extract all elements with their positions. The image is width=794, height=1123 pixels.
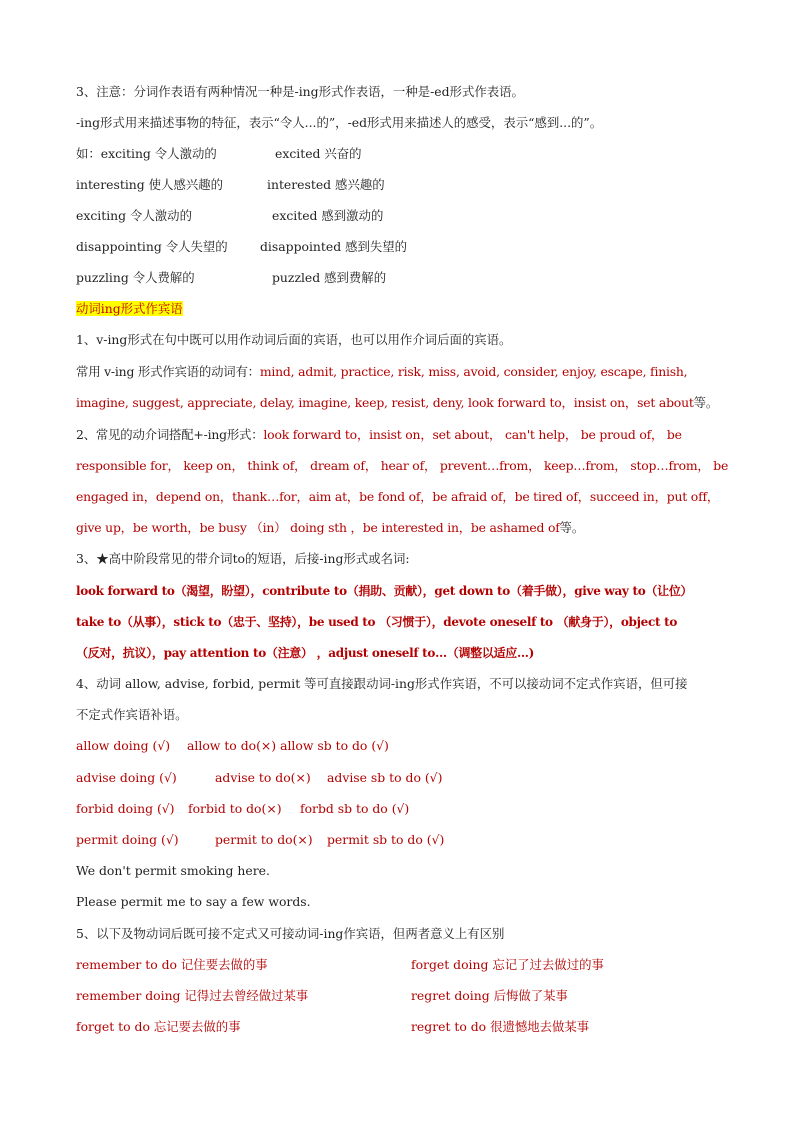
p2-line1 [76, 426, 682, 444]
p1-line2 [76, 363, 687, 381]
p4-row1-c: advise sb to do (√) [327, 770, 443, 785]
p2-line3 [76, 488, 719, 506]
p2-line4-suffix: 等。 [559, 520, 585, 535]
p5-row1-right: regret doing 后悔做了某事 [411, 988, 568, 1003]
p4-row3-a: permit doing (√) [76, 832, 179, 847]
p5-title: 5、以下及物动词后既可接不定式又可接动词-ing作宾语，但两者意义上有区别 [76, 926, 505, 941]
p4-row2-c: forbd sb to do (√) [300, 801, 410, 816]
section-title-text: 动词ing形式作宾语 [76, 301, 183, 316]
p4-line2: 不定式作宾语补语。 [76, 707, 188, 722]
p4-example1: We don't permit smoking here. [76, 863, 270, 878]
example-ing-2: exciting 令人激动的 [76, 208, 192, 223]
example-ing-3: disappointing 令人失望的 [76, 239, 228, 254]
example-ed-1: interested 感兴趣的 [267, 177, 385, 192]
p4-row2-b: forbid to do(×) [188, 801, 282, 816]
p1-line3-suffix: 等。 [693, 395, 719, 410]
p2-line2 [76, 457, 728, 475]
p4-row3-c: permit sb to do (√) [327, 832, 445, 847]
section-title [76, 300, 183, 318]
p4-row3-b: permit to do(×) [215, 832, 313, 847]
p4-row0-a: allow doing (√) [76, 738, 171, 753]
p5-row2-right: regret to do 很遗憾地去做某事 [411, 1019, 590, 1034]
p4-row0-b: allow to do(×) allow sb to do (√) [187, 738, 389, 753]
p5-row0-left: remember to do 记住要去做的事 [76, 957, 268, 972]
example-ing-0: 如：exciting 令人激动的 [76, 146, 217, 161]
p4-example2: Please permit me to say a few words. [76, 894, 311, 909]
example-ing-4: puzzling 令人费解的 [76, 270, 195, 285]
example-ing-1: interesting 使人感兴趣的 [76, 177, 224, 192]
example-ed-3: disappointed 感到失望的 [260, 239, 408, 254]
example-ed-4: puzzled 感到费解的 [272, 270, 387, 285]
p4-line1: 4、动词 allow, advise, forbid, permit 等可直接跟动词-ing形式作宾语，不可以接动词不定式作宾语，但可接 [76, 676, 688, 691]
p1-verbs-2: imagine, suggest, appreciate, delay, imagine, keep, resist, deny, look forward to，insist on，set about [76, 395, 694, 410]
p2-phrases-1: look forward to，insist on，set about， can't help， be proud of， be [263, 427, 682, 442]
p3-title: 3、★高中阶段常见的带介词to的短语，后接-ing形式或名词: [76, 551, 410, 566]
example-ed-2: excited 感到激动的 [272, 208, 384, 223]
p3-line1: look forward to（渴望，盼望），contribute to（捐助、贡献），get down to（着手做），give way to（让位） [76, 584, 693, 598]
p3-line2: take to（从事），stick to（忠于、坚持），be used to （习惯于），devote oneself to （献身于），object to [76, 615, 678, 629]
p3-line3: （反对，抗议），pay attention to（注意） ，adjust oneself to…（调整以适应...) [76, 646, 534, 660]
p1-verbs-1: mind, admit, practice, risk, miss, avoid, consider, enjoy, escape, finish, [259, 364, 688, 379]
p1-line3 [76, 394, 718, 412]
p5-row0-right: forget doing 忘记了过去做过的事 [411, 957, 604, 972]
note-explain: -ing形式用来描述事物的特征，表示“令人...的”，-ed形式用来描述人的感受，表示“感到...的”。 [76, 115, 603, 130]
p1-line1: 1、v-ing形式在句中既可以用作动词后面的宾语，也可以用作介词后面的宾语。 [76, 332, 512, 347]
p2-phrases-2: responsible for， keep on， think of， dream of， hear of， prevent…from， keep…from， stop…from， be [76, 458, 729, 473]
p2-phrases-3: engaged in，depend on，thank…for，aim at，be fond of，be afraid of，be tired of，succeed in，put off， [76, 489, 720, 504]
example-ed-0: excited 兴奋的 [275, 146, 362, 161]
p4-row2-a: forbid doing (√) [76, 801, 175, 816]
p1-line2-prefix: 常用 v-ing 形式作宾语的动词有： [76, 364, 260, 379]
p2-line4 [76, 519, 584, 537]
p4-row1-b: advise to do(×) [215, 770, 311, 785]
p4-row1-a: advise doing (√) [76, 770, 177, 785]
p2-line1-prefix: 2、常见的动介词搭配+-ing形式： [76, 427, 264, 442]
p2-phrases-4: give up，be worth，be busy （in） doing sth ，be interested in，be ashamed of [76, 520, 560, 535]
p5-row2-left: forget to do 忘记要去做的事 [76, 1019, 241, 1034]
p5-row1-left: remember doing 记得过去曾经做过某事 [76, 988, 309, 1003]
note-intro: 3、注意：分词作表语有两种情况一种是-ing形式作表语，一种是-ed形式作表语。 [76, 84, 524, 99]
